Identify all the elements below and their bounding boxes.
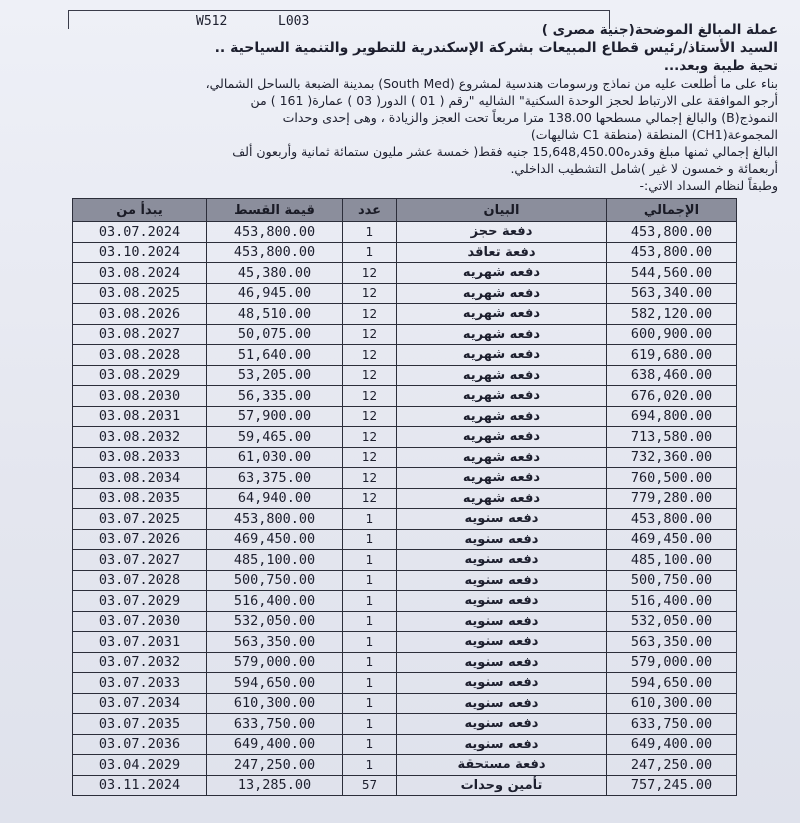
table-row xyxy=(73,427,737,448)
count-cell: 1 xyxy=(343,529,397,550)
installment-cell: 633,750.00 xyxy=(207,714,343,735)
count-cell: 12 xyxy=(343,365,397,386)
installment-cell: 563,350.00 xyxy=(207,632,343,653)
total-cell: 619,680.00 xyxy=(607,345,737,366)
table-row xyxy=(73,632,737,653)
total-cell: 582,120.00 xyxy=(607,304,737,325)
body-line-6: أربعمائة و خمسون لا غير )شامل التشطيب الداخلي. xyxy=(510,161,778,176)
table-row xyxy=(73,263,737,284)
installment-cell: 247,250.00 xyxy=(207,755,343,776)
installment-cell: 59,465.00 xyxy=(207,427,343,448)
unit-code-left: W512 xyxy=(196,14,228,29)
start-date-cell: 03.08.2033 xyxy=(73,447,207,468)
body-line-5: البالغ إجمالي ثمنها مبلغ وقدره15,648,450.00 جنيه فقط( خمسة عشر مليون ستمائة ثمانية وأربعون ألف xyxy=(232,144,778,159)
installment-cell: 594,650.00 xyxy=(207,673,343,694)
count-cell: 1 xyxy=(343,242,397,263)
table-row xyxy=(73,734,737,755)
total-cell: 713,580.00 xyxy=(607,427,737,448)
count-cell: 12 xyxy=(343,283,397,304)
start-date-cell: 03.10.2024 xyxy=(73,242,207,263)
greeting-line: تحية طيبة وبعد... xyxy=(663,58,778,74)
description-cell: دفعه سنويه xyxy=(397,570,607,591)
description-cell: دفعه شهريه xyxy=(397,386,607,407)
table-row xyxy=(73,714,737,735)
start-date-cell: 03.07.2027 xyxy=(73,550,207,571)
start-date-cell: 03.08.2025 xyxy=(73,283,207,304)
start-date-cell: 03.07.2025 xyxy=(73,509,207,530)
recipient-line: السيد الأستاذ/رئيس قطاع المبيعات بشركة الإسكندرية للتطوير والتنمية السياحية .. xyxy=(214,40,778,56)
total-cell: 600,900.00 xyxy=(607,324,737,345)
header-box xyxy=(68,10,610,29)
start-date-cell: 03.07.2026 xyxy=(73,529,207,550)
installment-cell: 45,380.00 xyxy=(207,263,343,284)
description-cell: دفعه شهريه xyxy=(397,447,607,468)
start-date-cell: 03.08.2035 xyxy=(73,488,207,509)
description-cell: دفعه شهريه xyxy=(397,488,607,509)
count-cell: 12 xyxy=(343,447,397,468)
start-date-cell: 03.07.2031 xyxy=(73,632,207,653)
total-cell: 676,020.00 xyxy=(607,386,737,407)
start-date-cell: 03.08.2030 xyxy=(73,386,207,407)
table-row xyxy=(73,447,737,468)
start-date-cell: 03.07.2036 xyxy=(73,734,207,755)
total-cell: 649,400.00 xyxy=(607,734,737,755)
payment-schedule-table xyxy=(72,198,737,796)
count-cell: 12 xyxy=(343,324,397,345)
count-cell: 1 xyxy=(343,652,397,673)
total-cell: 732,360.00 xyxy=(607,447,737,468)
total-cell: 563,350.00 xyxy=(607,632,737,653)
total-cell: 633,750.00 xyxy=(607,714,737,735)
table-row xyxy=(73,550,737,571)
start-date-cell: 03.08.2024 xyxy=(73,263,207,284)
table-row xyxy=(73,222,737,243)
table-row xyxy=(73,693,737,714)
description-cell: دفعه سنويه xyxy=(397,714,607,735)
body-line-1: بناء على ما أطلعت عليه من نماذج ورسومات هندسية لمشروع (South Med) بمدينة الضبعة بالساحل الشمالي، xyxy=(205,76,778,91)
count-cell: 12 xyxy=(343,406,397,427)
table-row xyxy=(73,345,737,366)
description-cell: دفعه سنويه xyxy=(397,550,607,571)
total-cell: 516,400.00 xyxy=(607,591,737,612)
description-cell: دفعه شهريه xyxy=(397,468,607,489)
count-cell: 1 xyxy=(343,632,397,653)
total-cell: 638,460.00 xyxy=(607,365,737,386)
count-cell: 12 xyxy=(343,304,397,325)
description-cell: دفعه شهريه xyxy=(397,304,607,325)
description-cell: دفعه سنويه xyxy=(397,652,607,673)
start-date-cell: 03.07.2033 xyxy=(73,673,207,694)
description-cell: دفعة حجز xyxy=(397,222,607,243)
installment-cell: 63,375.00 xyxy=(207,468,343,489)
installment-cell: 500,750.00 xyxy=(207,570,343,591)
total-cell: 247,250.00 xyxy=(607,755,737,776)
description-cell: دفعه سنويه xyxy=(397,509,607,530)
installment-cell: 13,285.00 xyxy=(207,775,343,796)
installment-cell: 610,300.00 xyxy=(207,693,343,714)
start-date-cell: 03.08.2029 xyxy=(73,365,207,386)
table-row xyxy=(73,406,737,427)
total-cell: 500,750.00 xyxy=(607,570,737,591)
start-date-cell: 03.07.2024 xyxy=(73,222,207,243)
start-date-cell: 03.07.2032 xyxy=(73,652,207,673)
installment-cell: 453,800.00 xyxy=(207,222,343,243)
currency-note: عملة المبالغ الموضحة(جنية مصرى ) xyxy=(541,22,778,38)
total-cell: 485,100.00 xyxy=(607,550,737,571)
count-cell: 12 xyxy=(343,345,397,366)
count-cell: 1 xyxy=(343,509,397,530)
installment-cell: 56,335.00 xyxy=(207,386,343,407)
installment-cell: 46,945.00 xyxy=(207,283,343,304)
body-line-3: النموذج(B) والبالغ إجمالي مسطحها 138.00 مترا مربعاً تحت العجز والزيادة ، وهى إحدى وحدات xyxy=(282,110,778,125)
installment-cell: 48,510.00 xyxy=(207,304,343,325)
description-cell: دفعه شهريه xyxy=(397,324,607,345)
body-line-7: وطبقاً لنظام السداد الاتي:- xyxy=(639,178,778,193)
count-cell: 1 xyxy=(343,714,397,735)
installment-cell: 469,450.00 xyxy=(207,529,343,550)
table-row xyxy=(73,468,737,489)
header-start-date: يبدأ من xyxy=(73,199,207,222)
start-date-cell: 03.08.2026 xyxy=(73,304,207,325)
description-cell: دفعه شهريه xyxy=(397,427,607,448)
description-cell: دفعه سنويه xyxy=(397,734,607,755)
description-cell: دفعه سنويه xyxy=(397,673,607,694)
table-row xyxy=(73,591,737,612)
table-row xyxy=(73,509,737,530)
table-header-row xyxy=(73,199,737,222)
total-cell: 453,800.00 xyxy=(607,222,737,243)
count-cell: 12 xyxy=(343,468,397,489)
total-cell: 469,450.00 xyxy=(607,529,737,550)
installment-cell: 51,640.00 xyxy=(207,345,343,366)
table-row xyxy=(73,652,737,673)
start-date-cell: 03.07.2035 xyxy=(73,714,207,735)
description-cell: دفعه شهريه xyxy=(397,283,607,304)
start-date-cell: 03.07.2030 xyxy=(73,611,207,632)
table-row xyxy=(73,775,737,796)
start-date-cell: 03.07.2029 xyxy=(73,591,207,612)
count-cell: 1 xyxy=(343,550,397,571)
body-line-4: المجموعة(CH1) المنطقة (منطقة C1 شاليهات) xyxy=(530,127,778,142)
description-cell: دفعه سنويه xyxy=(397,611,607,632)
start-date-cell: 03.08.2028 xyxy=(73,345,207,366)
installment-cell: 64,940.00 xyxy=(207,488,343,509)
total-cell: 453,800.00 xyxy=(607,509,737,530)
installment-cell: 579,000.00 xyxy=(207,652,343,673)
count-cell: 57 xyxy=(343,775,397,796)
installment-cell: 516,400.00 xyxy=(207,591,343,612)
total-cell: 610,300.00 xyxy=(607,693,737,714)
installment-cell: 532,050.00 xyxy=(207,611,343,632)
description-cell: دفعه شهريه xyxy=(397,406,607,427)
installment-cell: 57,900.00 xyxy=(207,406,343,427)
table-row xyxy=(73,673,737,694)
count-cell: 1 xyxy=(343,734,397,755)
installment-cell: 453,800.00 xyxy=(207,242,343,263)
body-line-2: أرجو الموافقة على الارتباط لحجز الوحدة السكنية" الشاليه "رقم ( 01 ) الدور( 03 ) عمارة( 161 ) من xyxy=(250,93,778,108)
installment-cell: 53,205.00 xyxy=(207,365,343,386)
total-cell: 532,050.00 xyxy=(607,611,737,632)
installment-cell: 649,400.00 xyxy=(207,734,343,755)
description-cell: دفعه سنويه xyxy=(397,632,607,653)
total-cell: 757,245.00 xyxy=(607,775,737,796)
count-cell: 12 xyxy=(343,427,397,448)
start-date-cell: 03.07.2028 xyxy=(73,570,207,591)
start-date-cell: 03.08.2027 xyxy=(73,324,207,345)
start-date-cell: 03.11.2024 xyxy=(73,775,207,796)
description-cell: تأمين وحدات xyxy=(397,775,607,796)
header-count: عدد xyxy=(343,199,397,222)
table-row xyxy=(73,755,737,776)
description-cell: دفعه شهريه xyxy=(397,345,607,366)
description-cell: دفعة تعاقد xyxy=(397,242,607,263)
start-date-cell: 03.08.2034 xyxy=(73,468,207,489)
total-cell: 760,500.00 xyxy=(607,468,737,489)
installment-cell: 50,075.00 xyxy=(207,324,343,345)
table-row xyxy=(73,386,737,407)
total-cell: 694,800.00 xyxy=(607,406,737,427)
count-cell: 1 xyxy=(343,611,397,632)
count-cell: 1 xyxy=(343,693,397,714)
table-row xyxy=(73,611,737,632)
unit-code-right: L003 xyxy=(278,14,310,29)
count-cell: 12 xyxy=(343,386,397,407)
total-cell: 579,000.00 xyxy=(607,652,737,673)
table-row xyxy=(73,283,737,304)
installment-cell: 61,030.00 xyxy=(207,447,343,468)
count-cell: 1 xyxy=(343,570,397,591)
total-cell: 779,280.00 xyxy=(607,488,737,509)
table-row xyxy=(73,365,737,386)
header-total: الإجمالي xyxy=(607,199,737,222)
description-cell: دفعه سنويه xyxy=(397,591,607,612)
total-cell: 544,560.00 xyxy=(607,263,737,284)
description-cell: دفعه سنويه xyxy=(397,693,607,714)
total-cell: 594,650.00 xyxy=(607,673,737,694)
start-date-cell: 03.08.2031 xyxy=(73,406,207,427)
description-cell: دفعه شهريه xyxy=(397,365,607,386)
installment-cell: 485,100.00 xyxy=(207,550,343,571)
count-cell: 1 xyxy=(343,673,397,694)
count-cell: 12 xyxy=(343,488,397,509)
count-cell: 1 xyxy=(343,591,397,612)
start-date-cell: 03.07.2034 xyxy=(73,693,207,714)
table-row xyxy=(73,570,737,591)
count-cell: 1 xyxy=(343,755,397,776)
table-row xyxy=(73,488,737,509)
description-cell: دفعه سنويه xyxy=(397,529,607,550)
count-cell: 1 xyxy=(343,222,397,243)
header-installment: قيمة القسط xyxy=(207,199,343,222)
installment-cell: 453,800.00 xyxy=(207,509,343,530)
start-date-cell: 03.04.2029 xyxy=(73,755,207,776)
table-row xyxy=(73,529,737,550)
header-description: البيان xyxy=(397,199,607,222)
description-cell: دفعه شهريه xyxy=(397,263,607,284)
table-row xyxy=(73,324,737,345)
table-row xyxy=(73,304,737,325)
description-cell: دفعة مستحقة xyxy=(397,755,607,776)
total-cell: 453,800.00 xyxy=(607,242,737,263)
count-cell: 12 xyxy=(343,263,397,284)
table-row xyxy=(73,242,737,263)
start-date-cell: 03.08.2032 xyxy=(73,427,207,448)
total-cell: 563,340.00 xyxy=(607,283,737,304)
